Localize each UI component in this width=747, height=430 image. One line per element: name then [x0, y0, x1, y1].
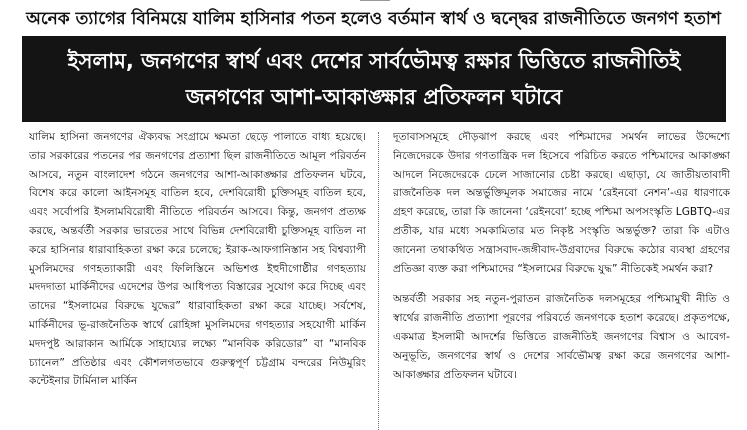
headline-kicker: অনেক ত্যাগের বিনিময়ে যালিম হাসিনার পতন হলেও বর্তমান স্বার্থ ও দ্বন্দ্বের রাজনীতিতে জনগণ হতাশ — [26, 9, 721, 29]
banner-line-1: ইসলাম, জনগণের স্বার্থ এবং দেশের সার্বভৌমত্ব রক্ষার ভিত্তিতে রাজনীতিই — [67, 49, 681, 73]
right-paragraph-2: অন্তর্বর্তী সরকার সহ নতুন-পুরাতন রাজনৈতিক দলসমূহের পশ্চিমামুখী নীতি ও স্বার্থের রাজনীতি প্রত্যাশা পূরণের পরিবর্তে জনগণকে হতাশ করেছে। প্রকৃতপক্ষে, একমাত্র ইসলামী আদর্শের ভিত্তিতে রাজনীতিই জনগণের বিশ্বাস ও আবেগ-অনুভূতি, জনগণের স্বার্থ ও দেশের সার্বভৌমত্ব রক্ষা করে জনগণের আশা-আকাঙ্ক্ষার প্রতিফলন ঘটাবে। — [393, 293, 730, 381]
left-paragraph-1: যালিম হাসিনা জনগণের ঐক্যবদ্ধ সংগ্রামে ক্ষমতা ছেড়ে পালাতে বাধ্য হয়েছে। তার সরকারের পতনের পর জনগণের প্রত্যাশা ছিল রাজনীতিতে আমূল পরিবর্তন আসবে, নতুন বাংলাদেশ গঠনে জনগণের আশা-আকাঙ্ক্ষার প্রতিফলন ঘটবে, বিশেষ করে কালো আইনসমূহ বাতিল হবে, দেশবিরোধী চুক্তিসমূহ বাতিল হবে, এবং সর্বোপরি ইসলামবিরোধী নীতিতে পরিবর্তন আসবে। কিন্তু, জনগণ প্রত্যক্ষ করছে, অন্তর্বর্তী সরকার ভারতের সাথে বিভিন্ন দেশবিরোধী চুক্তিসমূহ বাতিল না করে হাসিনার ধারাবাহিকতা রক্ষা করে চলেছে; ইরাক-আফগানিস্তান সহ বিশ্বব্যাপী মুসলিমদের গণহত্যাকারী এবং ফিলিস্তিনে অভিশপ্ত ইহুদীগোষ্ঠীর গণহত্যায় মদদদাতা মার্কিনীদের এদেশের উপর আধিপত্য বিস্তারের সুযোগ করে দিচ্ছে এবং তাদের “ইসলামের বিরুদ্ধে যুদ্ধের” ধারাবাহিকতা রক্ষা করে যাচ্ছে। সর্বশেষ, মার্কিনীদের ভূ-রাজনৈতিক স্বার্থে রোহিঙ্গা মুসলিমদের গণহত্যার সহযোগী মার্কিন মদদপুষ্ট আরাকান আর্মিকে সাহায্যের লক্ষ্যে “মানবিক করিডোর” বা “মানবিক চ্যানেল” প্রতিষ্ঠার এবং কৌশলগতভাবে গুরুত্বপূর্ণ চট্টগ্রাম বন্দরের নিউমুরিং কন্টেইনার টার্মিনাল মার্কিন — [29, 131, 366, 388]
right-column — [393, 128, 730, 430]
left-column — [29, 128, 366, 430]
headline-banner — [22, 36, 726, 122]
right-paragraph-1: দূতাবাসসমূহে দৌড়ঝাপ করছে এবং পশ্চিমাদের সমর্থন লাভের উদ্দেশ্যে নিজেদেরকে উদার গণতান্ত্রিক দল হিসেবে পরিচিত করতে পশ্চিমাদের আকাঙ্ক্ষা আদলে নিজেদেরকে ঢেলে সাজানোর চেষ্টা করছে। এছাড়া, যে জাতীয়তাবাদী রাজনৈতিক দল অন্তর্ভুক্তিমূলক সমাজের নামে ‘রেইনবো নেশন’-এর ধারণাকে গ্রহণ করেছে, তারা কি জানেনা ‘রেইনবো’ হচ্ছে পশ্চিমা অপসংস্কৃতি LGBTQ-এর প্রতীক, যার মধ্যে সমকামিতার মত নিকৃষ্ট সংস্কৃতি অন্তর্ভুক্ত? তারা কি এটাও জানেনা তথাকথিত সন্ত্রাসবাদ-জঙ্গীবাদ-উগ্রবাদের বিরুদ্ধে কঠোর ব্যবস্থা গ্রহণের প্রতিজ্ঞা ব্যক্ত করা পশ্চিমাদের “ইসলামের বিরুদ্ধে যুদ্ধ” নীতিকেই সমর্থন করা? — [393, 131, 730, 275]
column-divider — [378, 132, 379, 430]
banner-line-2: জনগণের আশা-আকাঙ্ক্ষার প্রতিফলন ঘটাবে — [185, 85, 563, 109]
